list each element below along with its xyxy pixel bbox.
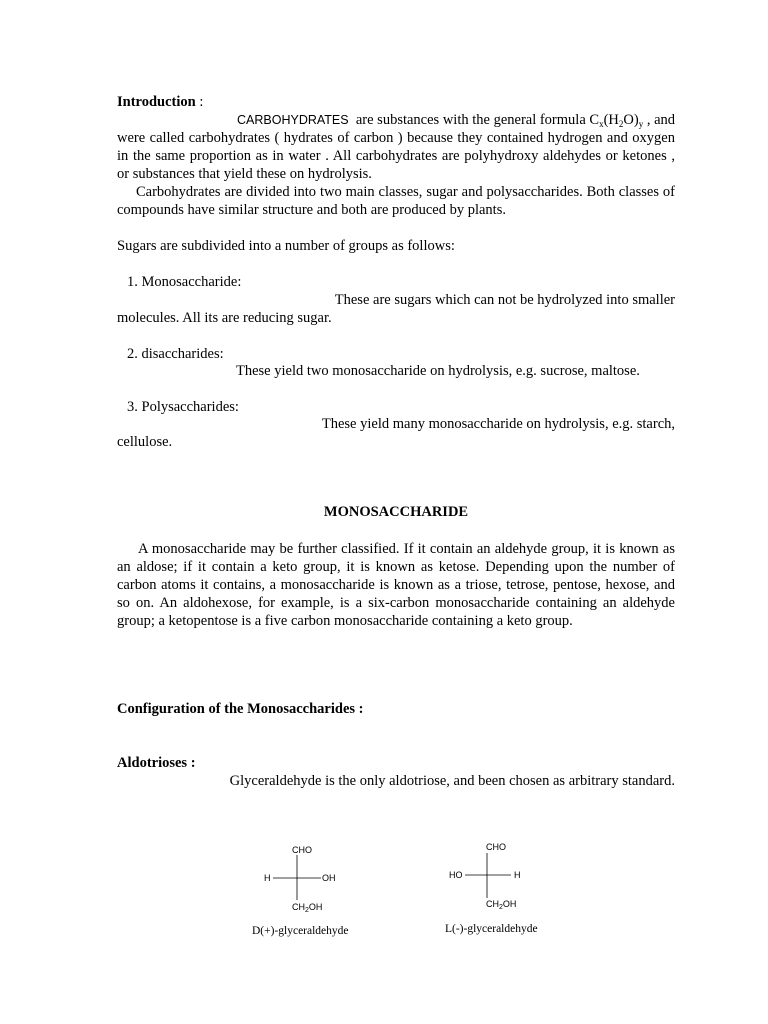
- l-left-group: HO: [449, 870, 463, 880]
- aldotrioses-heading: Aldotrioses :: [117, 755, 196, 771]
- configuration-heading: Configuration of the Monosaccharides :: [117, 701, 364, 717]
- d-left-group: H: [264, 873, 271, 883]
- monosaccharide-heading: MONOSACCHARIDE: [323, 504, 469, 520]
- l-right-group: H: [514, 870, 521, 880]
- d-top-group: CHO: [292, 845, 312, 855]
- intro-heading-colon: :: [195, 94, 204, 110]
- d-bottom-group: [292, 902, 322, 912]
- formula-y: y: [638, 119, 644, 129]
- intro-line1-end: , and: [643, 112, 675, 128]
- intro-line1-text: are substances with the general formula C: [355, 112, 600, 128]
- monosaccharide-paragraph: A monosaccharide may be further classified. If it contain an aldehyde group, it is known as an aldose; if it contain a keto group, it is known as ketose. Depending upon the number of carbon atoms it contains, a monosaccharide is known as a triose, tetrose, pentose, hexose, and so on. An aldohexose, for example, is a six-carbon monosaccharide containing an aldehyde group; a ketopentose is a five carbon monosaccharide containing a keto group.: [117, 541, 675, 629]
- list-item-polysaccharides-desc1: These yield many monosaccharide on hydrolysis, e.g. starch,: [321, 416, 675, 432]
- list-item-disaccharides-label: 2. disaccharides:: [127, 346, 224, 362]
- list-item-polysaccharides-desc2: cellulose.: [117, 434, 173, 450]
- aldotrioses-text: Glyceraldehyde is the only aldotriose, and been chosen as arbitrary standard.: [229, 773, 675, 789]
- d-bottom-oh: OH: [308, 902, 323, 912]
- formula-part-b: O): [623, 112, 639, 128]
- l-top-group: CHO: [486, 842, 506, 852]
- l-bottom-group: [486, 899, 516, 909]
- d-glyceraldehyde-caption: D(+)-glyceraldehyde: [252, 925, 349, 937]
- formula-2: 2: [618, 119, 624, 129]
- intro-heading: Introduction: [117, 94, 196, 110]
- list-item-polysaccharides-label: 3. Polysaccharides:: [127, 399, 239, 415]
- l-bottom-ch: CH: [486, 899, 499, 909]
- list-item-monosaccharide-desc2: molecules. All its are reducing sugar.: [117, 310, 332, 326]
- list-item-disaccharides-desc: These yield two monosaccharide on hydrolysis, e.g. sucrose, maltose.: [236, 363, 640, 379]
- l-glyceraldehyde-caption: L(-)-glyceraldehyde: [445, 923, 538, 935]
- l-bottom-sub2: 2: [499, 904, 503, 911]
- d-bottom-sub2: 2: [305, 907, 309, 914]
- formula-x: x: [599, 119, 604, 129]
- list-item-monosaccharide-desc1: These are sugars which can not be hydrolyzed into smaller: [334, 292, 675, 308]
- sugars-intro: Sugars are subdivided into a number of groups as follows:: [117, 238, 455, 254]
- l-bottom-oh: OH: [502, 899, 517, 909]
- intro-heading-line: [117, 93, 675, 111]
- intro-paragraph-2: Carbohydrates are divided into two main classes, sugar and polysaccharides. Both classes of compounds have similar structure and both are produced by plants.: [117, 184, 675, 218]
- intro-term: CARBOHYDRATES: [237, 113, 349, 127]
- d-right-group: OH: [322, 873, 336, 883]
- list-item-monosaccharide-label: 1. Monosaccharide:: [127, 274, 242, 290]
- formula-part-a: (H: [603, 112, 619, 128]
- intro-first-line: [117, 111, 675, 129]
- d-bottom-ch: CH: [292, 902, 305, 912]
- intro-paragraph: were called carbohydrates ( hydrates of carbon ) because they contained hydrogen and oxygen in the same proportion as in water . All carbohydrates are polyhydroxy aldehydes or ketones , or substances that yield these on hydrolysis.: [117, 130, 675, 182]
